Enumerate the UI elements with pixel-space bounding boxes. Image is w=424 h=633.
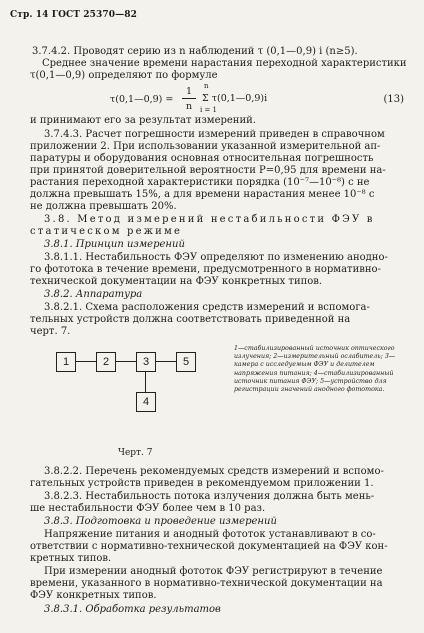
para-383-1-line: Напряжение питания и анодный фототок устанавливают в со- [44, 529, 376, 540]
para-383-2-line: При измерении анодный фототок ФЭУ регистрируют в течение [44, 566, 383, 577]
para-3743-line: 3.7.4.3. Расчет погрешности измерений приведен в справочном [44, 129, 385, 140]
para-3811-line: 3.8.1.1. Нестабильность ФЭУ определяют по изменению анодно- [44, 252, 388, 263]
formula-sum-top: n [204, 82, 209, 90]
para-3743-line: паратуры и оборудования основная относительная погрешность [30, 153, 374, 164]
connector-2-3 [116, 361, 136, 362]
para-3823-line: 3.8.2.3. Нестабильность потока излучения должна быть мень- [44, 491, 375, 502]
connector-3-4 [145, 372, 146, 392]
para-3742-line1: 3.7.4.2. Проводят серию из n наблюдений τ (0,1—0,9) i (n≥5). [32, 46, 358, 57]
formula-13 [108, 84, 408, 114]
section-3-8-2-heading: 3.8.2. Аппаратура [44, 289, 143, 300]
page-header: Стр. 14 ГОСТ 25370—82 [10, 10, 137, 20]
para-3743-line: приложении 2. При использовании указанной измерительной ап- [30, 141, 381, 152]
para-3743-line: должна превышать 15%, а для времени нарастания менее 10⁻⁸ с [30, 189, 375, 200]
para-3811-line: технической документации на ФЭУ конкретных типов. [30, 276, 323, 287]
block-3: 3 [136, 352, 156, 372]
formula-numerator: 1 [186, 86, 193, 97]
section-3-8-1-heading: 3.8.1. Принцип измерений [44, 239, 185, 250]
para-3743-line: при принятой доверительной вероятности P=0,95 для времени на- [30, 165, 386, 176]
section-3-8-3-1-heading: 3.8.3.1. Обработка результатов [44, 604, 221, 615]
after-formula-text: и принимают его за результат измерений. [30, 115, 256, 126]
para-3811-line: го фототока в течение времени, предусмотренного в нормативно- [30, 264, 381, 275]
para-3821-line: 3.8.2.1. Схема расположения средств измерений и вспомога- [44, 302, 370, 313]
para-383-1-line: ответствии с нормативно-технической документацией на ФЭУ кон- [30, 541, 388, 552]
block-4: 4 [136, 392, 156, 412]
section-3-8-subtitle: статическом режиме [30, 226, 183, 237]
formula-denominator: n [186, 101, 193, 112]
figure-caption: Черт. 7 [118, 448, 153, 458]
formula-lhs: τ(0,1—0,9) = [110, 94, 174, 105]
connector-3-5 [156, 361, 176, 362]
para-383-2-line: ФЭУ конкретных типов. [30, 590, 157, 601]
para-3821-line: тельных устройств должна соответствовать приведенной на [30, 314, 351, 325]
formula-sum: Σ τ(0,1—0,9)i [202, 93, 268, 104]
diagram-legend: 1—стабилизированный источник оптического излучения; 2—измерительный ослабитель; 3—камера с исследуемым ФЭУ и делителем напряжения питания; 4—стабилизированный источник питания ФЭУ; 5—устройство для регистрации значений анодного фототока. [234, 345, 396, 394]
block-2: 2 [96, 352, 116, 372]
para-3821-line: черт. 7. [30, 326, 71, 337]
para-3743-line: растания переходной характеристики порядка (10⁻⁷—10⁻⁸) с не [30, 177, 370, 188]
section-3-8-title: 3.8. Метод измерений нестабильности ФЭУ в [44, 214, 375, 225]
para-3822-line: 3.8.2.2. Перечень рекомендуемых средств измерений и вспомо- [44, 466, 384, 477]
section-3-8-3-heading: 3.8.3. Подготовка и проведение измерений [44, 516, 277, 527]
formula-number: (13) [383, 94, 404, 105]
connector-1-2 [76, 361, 96, 362]
para-3742-line2: Среднее значение времени нарастания переходной характеристики τ(0,1—0,9) определяют по формуле [30, 58, 407, 82]
para-3822-line: гательных устройств приведен в рекомендуемом приложении 1. [30, 478, 374, 489]
para-3743-line: не должна превышать 20%. [30, 201, 177, 212]
block-5: 5 [176, 352, 196, 372]
block-diagram [56, 345, 224, 435]
para-3823-line: ше нестабильности ФЭУ более чем в 10 раз. [30, 503, 266, 514]
formula-sum-bottom: i = 1 [200, 106, 218, 114]
para-383-1-line: кретных типов. [30, 553, 112, 564]
block-1: 1 [56, 352, 76, 372]
para-383-2-line: времени, указанного в нормативно-технической документации на [30, 578, 383, 589]
